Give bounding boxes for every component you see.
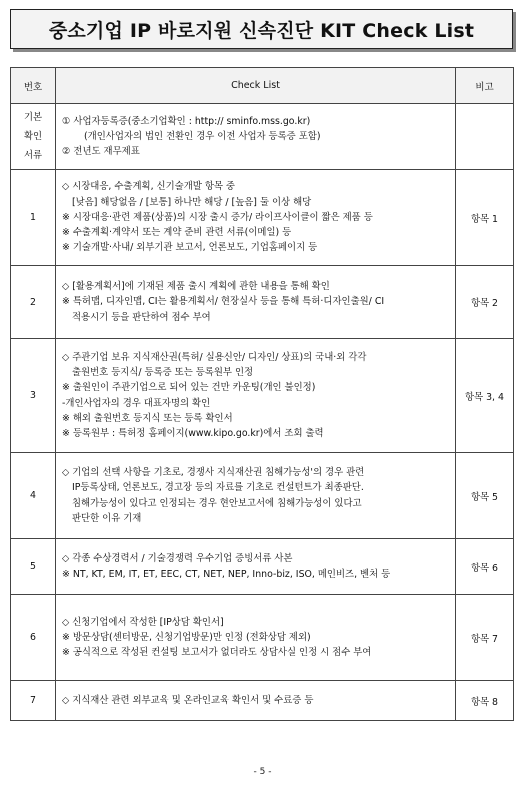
table-row [11, 266, 514, 339]
row-note: 항목 7 [456, 595, 514, 681]
row-content: ◇ 시장대응, 수출계획, 신기술개발 항목 중 [낮음] 해당없음 / [보통] 하나만 해당 / [높음] 둘 이상 해당 ※ 시장대응·관련 제품(상품)의 시장 출시 증가/ 라이프사이클이 짧은 제품 등 ※ 수출계획·계약서 또는 계약 준비 관련 서류(이메일) 등 ※ 기술개발·사내/ 외부기관 보고서, 언론보도, 기업홈페이지 등 [56, 170, 456, 266]
basic-content: ① 사업자등록증(중소기업확인 : http:// sminfo.mss.go.kr) (개인사업자의 법인 전환인 경우 이전 사업자 등록증 포함) ② 전년도 재무제표 [56, 104, 456, 170]
row-content: ◇ 신청기업에서 작성한 [IP상담 확인서] ※ 방문상담(센터방문, 신청기업방문)만 인정 (전화상담 제외) ※ 공식적으로 작성된 컨설팅 보고서가 없더라도 상담사실 인정 시 점수 부여 [56, 595, 456, 681]
header-no: 번호 [11, 68, 56, 104]
table-row [11, 595, 514, 681]
check-list-table [10, 67, 514, 721]
row-content: ◇ 주관기업 보유 지식재산권(특허/ 실용신안/ 디자인/ 상표)의 국내·외 각각 출원번호 등지식/ 등록증 또는 등록원부 인정 ※ 출원인이 주관기업으로 되어 있는 건만 카운팅(개인 불인정) -개인사업자의 경우 대표자명의 확인 ※ 해외 출원번호 등지식 또는 등록 확인서 ※ 등록원부 : 특허정 홈페이지(www.kipo.go.kr)에서 조회 출력 [56, 339, 456, 453]
basic-category: 기본 확인 서류 [11, 104, 56, 170]
table-row [11, 339, 514, 453]
row-content: ◇ 기업의 선택 사항을 기초로, 경쟁사 지식재산권 침해가능성'의 경우 관련 IP등록상태, 언론보도, 경고장 등의 자료를 기초로 컨설턴트가 최종판단. 침해가능성이 있다고 인정되는 경우 현안보고서에 침해가능성이 있다고 판단한 이유 기재 [56, 453, 456, 539]
table-row [11, 681, 514, 721]
row-content: ◇ [활용계획서]에 기재된 제품 출시 계획에 관한 내용을 통해 확인 ※ 특허맵, 디자인맵, CI는 활용계획서/ 현장실사 등을 통해 특허·디자인출원/ CI 적용시기 등을 판단하여 점수 부여 [56, 266, 456, 339]
table-header-row [11, 68, 514, 104]
table-row [11, 453, 514, 539]
page-number: - 5 - [253, 767, 272, 777]
page-title-box [10, 9, 513, 49]
row-note: 항목 3, 4 [456, 339, 514, 453]
page-title: 중소기업 IP 바로지원 신속진단 KIT Check List [48, 19, 475, 42]
header-check-list: Check List [56, 68, 456, 104]
basic-note [456, 104, 514, 170]
row-number: 7 [11, 681, 56, 721]
row-number: 6 [11, 595, 56, 681]
row-note: 항목 1 [456, 170, 514, 266]
header-note: 비고 [456, 68, 514, 104]
row-number: 4 [11, 453, 56, 539]
row-note: 항목 8 [456, 681, 514, 721]
row-number: 2 [11, 266, 56, 339]
table-row-basic [11, 104, 514, 170]
row-note: 항목 2 [456, 266, 514, 339]
table-row [11, 170, 514, 266]
row-content: ◇ 각종 수상경력서 / 기술경쟁력 우수기업 증빙서류 사본 ※ NT, KT, EM, IT, ET, EEC, CT, NET, NEP, Inno-biz, ISO, 메인비즈, 벤처 등 [56, 539, 456, 595]
row-note: 항목 6 [456, 539, 514, 595]
row-number: 3 [11, 339, 56, 453]
row-number: 5 [11, 539, 56, 595]
row-note: 항목 5 [456, 453, 514, 539]
row-content: ◇ 지식재산 관련 외부교육 및 온라인교육 확인서 및 수료증 등 [56, 681, 456, 721]
table-row [11, 539, 514, 595]
row-number: 1 [11, 170, 56, 266]
